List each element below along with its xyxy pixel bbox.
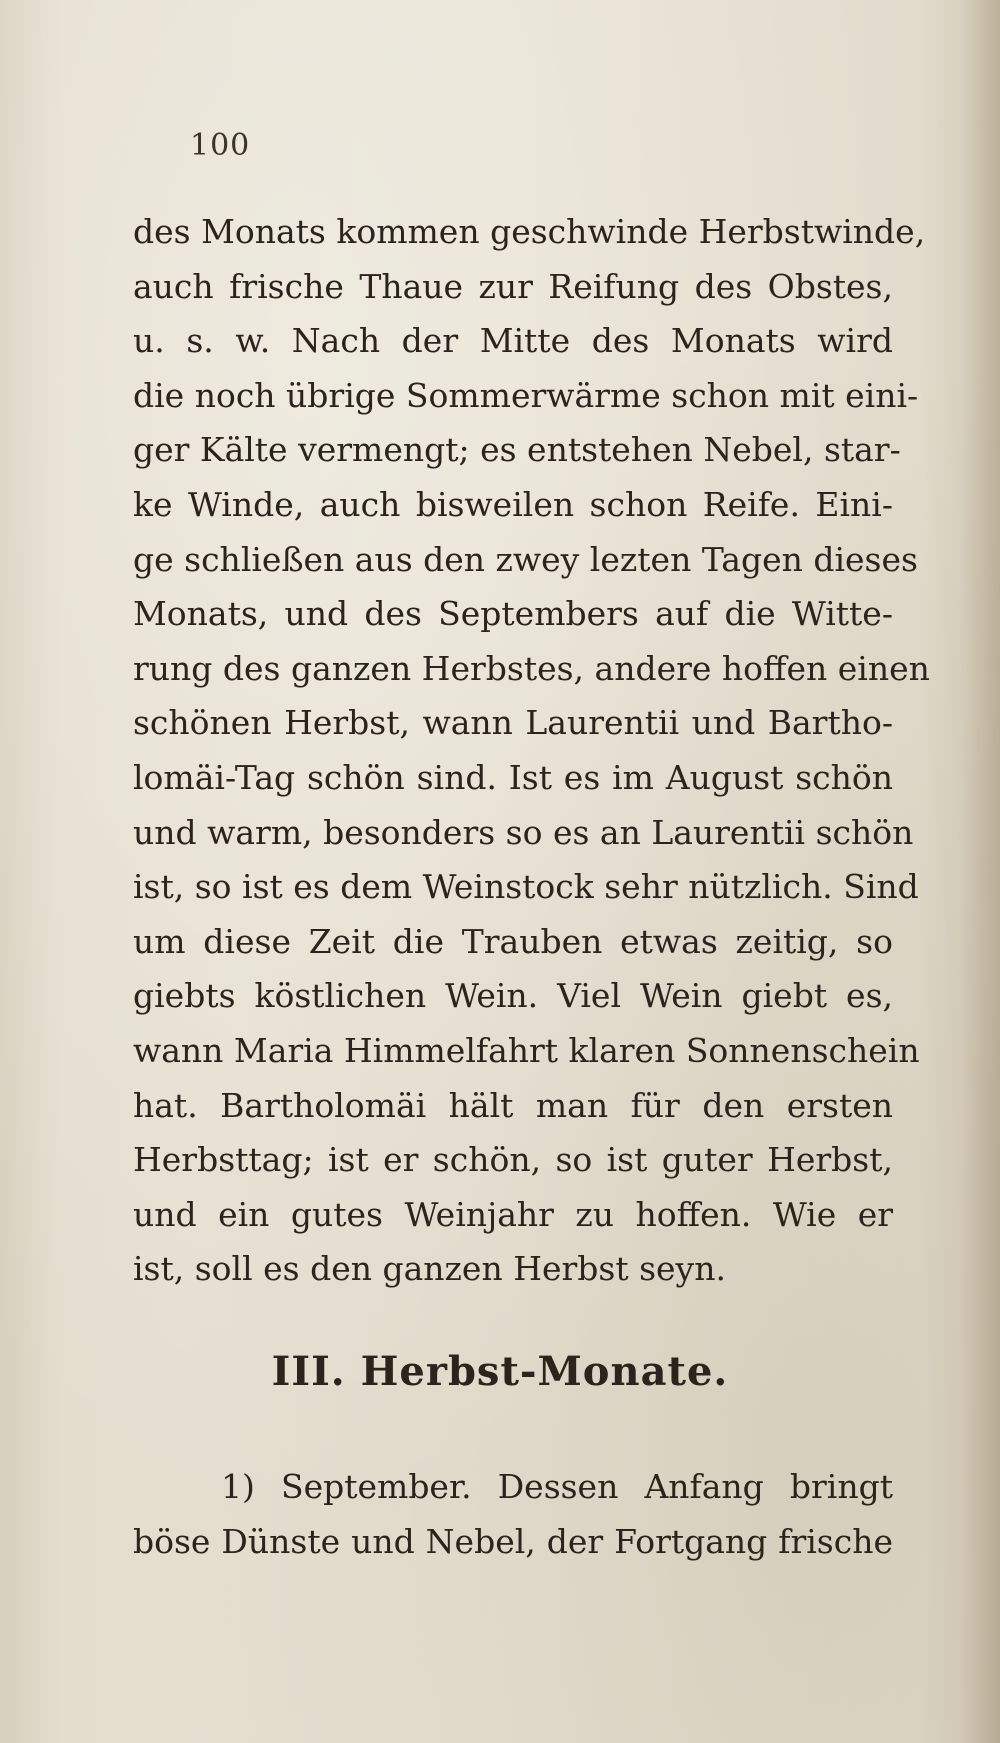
text-line: schönen Herbst, wann Laurentii und Bartho-	[133, 703, 893, 743]
text-line: rung des ganzen Herbstes, andere hoffen einen	[133, 648, 930, 688]
text-line: Monats, und des Septembers auf die Witte-	[133, 594, 893, 634]
section-paragraph	[133, 1460, 893, 1569]
text-line: und warm, besonders so es an Laurentii schön	[133, 812, 914, 852]
section-heading: III. Herbst-Monate.	[271, 1348, 729, 1395]
text-line: Herbsttag; ist er schön, so ist guter Herbst,	[133, 1140, 893, 1180]
text-line: ke Winde, auch bisweilen schon Reife. Eini-	[133, 484, 893, 524]
text-line: wann Maria Himmelfahrt klaren Sonnenschein	[133, 1030, 920, 1070]
text-line: 1) September. Dessen Anfang bringt	[221, 1467, 893, 1506]
text-line: ge schließen aus den zwey lezten Tagen dieses	[133, 539, 918, 579]
text-line: u. s. w. Nach der Mitte des Monats wird	[133, 321, 893, 361]
text-line: böse Dünste und Nebel, der Fortgang frische	[133, 1521, 893, 1561]
text-line: und ein gutes Weinjahr zu hoffen. Wie er	[133, 1194, 893, 1234]
text-line: ger Kälte vermengt; es entstehen Nebel, star-	[133, 430, 901, 470]
text-line: ist, so ist es dem Weinstock sehr nützlich. Sind	[133, 867, 919, 907]
text-line: hat. Bartholomäi hält man für den ersten	[133, 1085, 893, 1125]
text-line: ist, soll es den ganzen Herbst seyn.	[133, 1249, 726, 1289]
text-line: auch frische Thaue zur Reifung des Obstes,	[133, 266, 893, 306]
text-line: die noch übrige Sommerwärme schon mit eini-	[133, 375, 919, 415]
text-line: lomäi-Tag schön sind. Ist es im August schön	[133, 757, 893, 797]
text-line: giebts köstlichen Wein. Viel Wein giebt es,	[133, 976, 893, 1016]
page-edge-shadow	[960, 0, 1000, 1743]
page-number: 100	[190, 128, 251, 163]
body-paragraph	[133, 205, 930, 1297]
text-line: um diese Zeit die Trauben etwas zeitig, so	[133, 921, 893, 961]
text-line: des Monats kommen geschwinde Herbstwinde,	[133, 212, 926, 251]
